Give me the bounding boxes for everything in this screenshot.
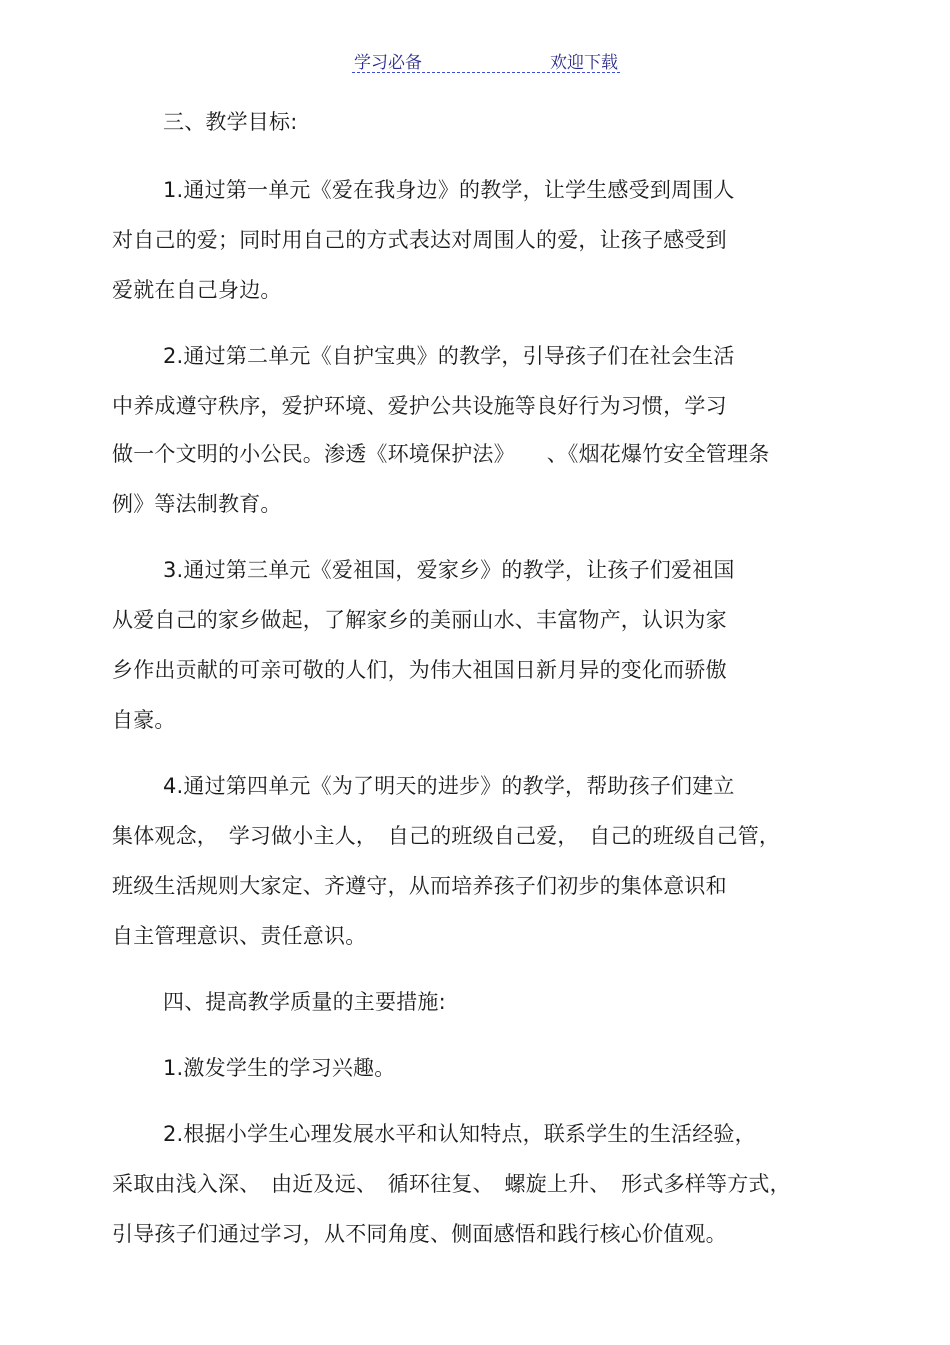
page-header	[352, 46, 620, 73]
paragraph-line: 做一个文明的小公民。渗透《环境保护法》 、《烟花爆竹安全管理条	[112, 442, 770, 466]
paragraph-line: 1.激发学生的学习兴趣。	[163, 1056, 396, 1080]
paragraph-line: 乡作出贡献的可亲可敬的人们，为伟大祖国日新月异的变化而骄傲	[112, 658, 727, 682]
header-right-text: 欢迎下载	[550, 53, 618, 73]
section-heading: 三、教学目标:	[163, 110, 298, 134]
header-left-text: 学习必备	[354, 53, 422, 73]
paragraph-line: 爱就在自己身边。	[112, 278, 282, 302]
paragraph-line: 从爱自己的家乡做起，了解家乡的美丽山水、丰富物产，认识为家	[112, 608, 727, 632]
paragraph-line: 2.通过第二单元《自护宝典》的教学，引导孩子们在社会生活	[163, 344, 735, 368]
paragraph-line: 1.通过第一单元《爱在我身边》的教学，让学生感受到周围人	[163, 178, 735, 202]
paragraph-line: 对自己的爱；同时用自己的方式表达对周围人的爱，让孩子感受到	[112, 228, 727, 252]
paragraph-line: 自豪。	[112, 708, 176, 732]
paragraph-line: 采取由浅入深、 由近及远、 循环往复、 螺旋上升、 形式多样等方式，	[112, 1172, 791, 1196]
paragraph-line: 例》等法制教育。	[112, 492, 282, 516]
paragraph-line: 中养成遵守秩序，爱护环境、爱护公共设施等良好行为习惯，学习	[112, 394, 727, 418]
section-heading: 四、提高教学质量的主要措施:	[163, 990, 446, 1014]
paragraph-line: 集体观念， 学习做小主人， 自己的班级自己爱， 自己的班级自己管，	[112, 824, 781, 848]
paragraph-line: 2.根据小学生心理发展水平和认知特点，联系学生的生活经验，	[163, 1122, 756, 1146]
paragraph-line: 自主管理意识、责任意识。	[112, 924, 367, 948]
paragraph-line: 4.通过第四单元《为了明天的进步》的教学，帮助孩子们建立	[163, 774, 735, 798]
paragraph-line: 引导孩子们通过学习，从不同角度、侧面感悟和践行核心价值观。	[112, 1222, 727, 1246]
paragraph-line: 班级生活规则大家定、齐遵守，从而培养孩子们初步的集体意识和	[112, 874, 727, 898]
paragraph-line: 3.通过第三单元《爱祖国，爱家乡》的教学，让孩子们爱祖国	[163, 558, 735, 582]
